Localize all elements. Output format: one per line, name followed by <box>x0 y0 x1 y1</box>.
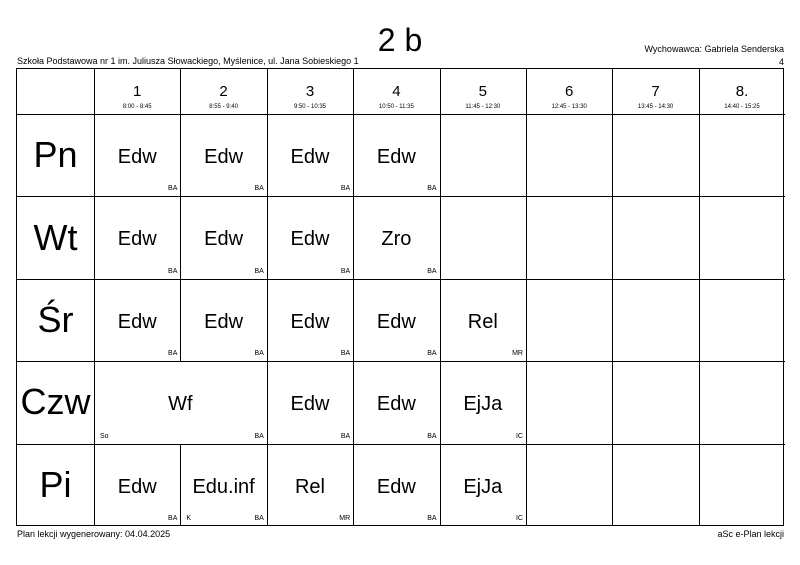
lesson-room: BA <box>427 514 437 522</box>
day-label: Śr <box>37 298 74 340</box>
lesson-cell[interactable] <box>440 279 526 361</box>
period-number: 2 <box>219 83 228 100</box>
grid-line-vertical <box>353 114 354 196</box>
period-time: 13:45 - 14:30 <box>637 104 674 110</box>
lesson-room: MR <box>339 514 351 522</box>
grid-line-horizontal <box>17 279 785 280</box>
grid-line-vertical <box>94 444 95 526</box>
period-header <box>526 69 612 114</box>
lesson-subject: Edw <box>376 310 416 333</box>
lesson-room: IC <box>515 432 523 440</box>
lesson-cell[interactable] <box>353 114 439 196</box>
lesson-cell[interactable] <box>94 361 267 443</box>
lesson-room: BA <box>340 350 351 358</box>
grid-line-vertical <box>94 114 95 196</box>
grid-line-vertical <box>699 444 700 526</box>
lesson-subject: Edw <box>204 310 244 333</box>
grid-line-vertical <box>699 279 700 361</box>
lesson-cell[interactable] <box>267 114 353 196</box>
lesson-subject: Edw <box>117 228 157 251</box>
lesson-cell[interactable] <box>94 279 180 361</box>
period-time: 12:45 - 13:30 <box>551 104 587 110</box>
lesson-room: BA <box>168 350 178 358</box>
lesson-cell[interactable] <box>94 444 180 526</box>
grid-line-vertical <box>180 196 181 278</box>
grid-line-vertical <box>267 114 268 196</box>
day-label: Czw <box>20 381 91 423</box>
grid-line-vertical <box>267 69 268 114</box>
lesson-room: BA <box>340 432 351 440</box>
grid-line-vertical <box>180 114 181 196</box>
lesson-subject: Edw <box>376 146 416 168</box>
generated-date: Plan lekcji wygenerowany: 04.04.2025 <box>17 529 171 539</box>
period-number: 6 <box>565 83 574 100</box>
lesson-cell[interactable] <box>353 279 439 361</box>
lesson-cell[interactable] <box>353 444 439 526</box>
grid-line-horizontal <box>17 444 785 445</box>
grid-line-vertical <box>94 361 95 443</box>
grid-line-vertical <box>526 69 527 114</box>
lesson-subject: EjJa <box>463 475 503 498</box>
grid-line-vertical <box>440 361 441 443</box>
grid-line-vertical <box>440 114 441 196</box>
grid-line-vertical <box>612 114 613 196</box>
grid-line-horizontal <box>17 196 785 197</box>
class-teacher: Wychowawca: Gabriela Senderska <box>644 44 784 54</box>
page-number: 4 <box>778 57 784 67</box>
lesson-room: BA <box>254 514 264 522</box>
lesson-room: BA <box>427 432 437 440</box>
lesson-cell[interactable] <box>94 114 180 196</box>
grid-line-vertical <box>699 69 700 114</box>
grid-line-vertical <box>526 444 527 526</box>
grid-line-vertical <box>526 114 527 196</box>
grid-line-vertical <box>267 279 268 361</box>
period-header <box>699 69 785 114</box>
lesson-subject: EjJa <box>463 393 503 416</box>
lesson-cell[interactable] <box>267 279 353 361</box>
lesson-cell[interactable] <box>180 444 266 526</box>
lesson-subject: Edw <box>376 393 416 416</box>
period-header <box>180 69 266 114</box>
lesson-room: BA <box>340 185 351 193</box>
lesson-room: BA <box>340 267 351 275</box>
grid-line-vertical <box>180 69 181 114</box>
period-number: 8. <box>735 83 749 100</box>
grid-line-vertical <box>267 361 268 443</box>
grid-line-vertical <box>526 279 527 361</box>
grid-line-vertical <box>612 196 613 278</box>
period-number: 3 <box>305 83 315 100</box>
software-name: aSc e-Plan lekcji <box>717 529 784 539</box>
lesson-cell[interactable] <box>180 279 266 361</box>
lesson-subject: Rel <box>467 310 498 333</box>
period-number: 4 <box>392 83 401 100</box>
lesson-subject: Edw <box>290 228 330 251</box>
grid-line-vertical <box>94 279 95 361</box>
grid-line-vertical <box>440 279 441 361</box>
lesson-room: IC <box>515 514 523 522</box>
lesson-subject: Zro <box>381 228 412 251</box>
grid-line-vertical <box>699 361 700 443</box>
lesson-room: MR <box>512 350 523 358</box>
grid-line-vertical <box>612 444 613 526</box>
period-time: 14:40 - 15:25 <box>724 104 760 110</box>
grid-line-vertical <box>612 361 613 443</box>
page-title: 2 b <box>377 22 423 58</box>
lesson-cell[interactable] <box>353 196 439 278</box>
lesson-room: BA <box>427 267 437 275</box>
lesson-subject: Edw <box>117 310 157 333</box>
period-time: 10:50 - 11:35 <box>378 104 414 110</box>
day-label: Pi <box>39 463 72 505</box>
period-header <box>612 69 698 114</box>
grid-line-vertical <box>612 279 613 361</box>
period-number: 5 <box>478 83 487 100</box>
period-number: 7 <box>651 83 660 100</box>
grid-line-vertical <box>612 69 613 114</box>
grid-line-vertical <box>94 69 95 114</box>
grid-line-vertical <box>180 444 181 526</box>
period-header <box>94 69 180 114</box>
lesson-teacher: K <box>186 514 192 522</box>
day-label: Pn <box>33 134 78 176</box>
lesson-cell[interactable] <box>267 361 353 443</box>
lesson-subject: Wf <box>168 393 193 416</box>
grid-line-vertical <box>353 279 354 361</box>
lesson-subject: Edw <box>376 475 416 498</box>
grid-line-vertical <box>699 196 700 278</box>
lesson-subject: Edw <box>204 146 244 168</box>
lesson-room: BA <box>254 267 264 275</box>
grid-line-vertical <box>526 361 527 443</box>
grid-line-vertical <box>353 69 354 114</box>
period-number: 1 <box>133 83 142 100</box>
lesson-room: BA <box>168 267 178 275</box>
period-time: 8:00 - 8:45 <box>122 104 152 110</box>
lesson-subject: Edw <box>117 146 157 168</box>
period-time: 8:55 - 9:40 <box>209 104 238 110</box>
grid-line-vertical <box>267 196 268 278</box>
school-name: Szkoła Podstawowa nr 1 im. Juliusza Słowackiego, Myślenice, ul. Jana Sobieskiego 1 <box>17 56 359 66</box>
grid-line-vertical <box>267 444 268 526</box>
lesson-room: BA <box>254 185 264 193</box>
grid-line-vertical <box>699 114 700 196</box>
grid-line-vertical <box>440 196 441 278</box>
lesson-cell[interactable] <box>180 114 266 196</box>
lesson-room: BA <box>254 432 264 440</box>
day-label: Wt <box>33 216 78 258</box>
timetable-grid <box>16 68 784 526</box>
grid-line-vertical <box>180 279 181 361</box>
lesson-subject: Edu.inf <box>192 475 255 498</box>
period-header <box>267 69 353 114</box>
lesson-room: BA <box>254 350 264 358</box>
lesson-room: BA <box>168 185 178 193</box>
lesson-cell[interactable] <box>267 196 353 278</box>
lesson-cell[interactable] <box>353 361 439 443</box>
lesson-subject: Edw <box>290 310 330 333</box>
grid-line-vertical <box>440 444 441 526</box>
lesson-cell[interactable] <box>180 196 266 278</box>
lesson-subject: Edw <box>290 146 330 168</box>
period-time: 9:50 - 10:35 <box>293 104 326 110</box>
lesson-subject: Edw <box>117 475 157 498</box>
grid-line-horizontal <box>17 361 785 362</box>
lesson-subject: Edw <box>204 228 244 251</box>
grid-line-vertical <box>440 69 441 114</box>
lesson-room: BA <box>168 514 178 522</box>
grid-line-horizontal <box>17 114 785 115</box>
period-header <box>353 69 439 114</box>
grid-line-vertical <box>353 444 354 526</box>
lesson-cell[interactable] <box>440 361 526 443</box>
grid-line-vertical <box>526 196 527 278</box>
lesson-cell[interactable] <box>440 444 526 526</box>
lesson-cell[interactable] <box>94 196 180 278</box>
lesson-cell[interactable] <box>267 444 353 526</box>
period-time: 11:45 - 12:30 <box>465 104 501 110</box>
grid-line-vertical <box>94 196 95 278</box>
lesson-subject: Edw <box>290 393 330 416</box>
grid-line-vertical <box>353 196 354 278</box>
lesson-room: BA <box>427 185 437 193</box>
lesson-room: BA <box>427 350 437 358</box>
period-header <box>440 69 526 114</box>
grid-line-vertical <box>353 361 354 443</box>
lesson-teacher: So <box>100 432 109 440</box>
lesson-subject: Rel <box>294 475 325 498</box>
